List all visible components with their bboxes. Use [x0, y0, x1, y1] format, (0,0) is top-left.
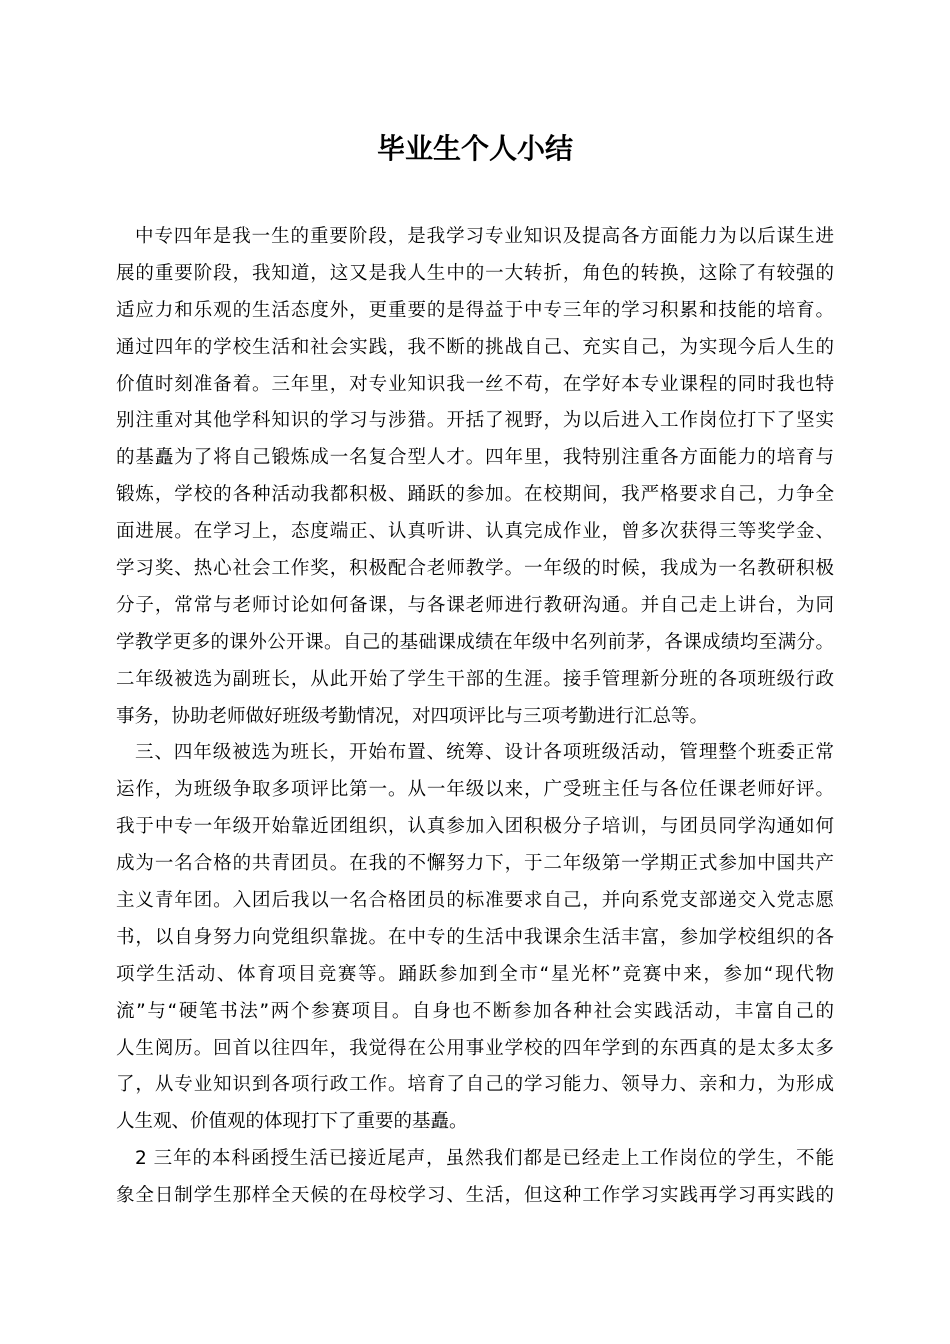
text-line: 锻炼，学校的各种活动我都积极、踊跃的参加。在校期间，我严格要求自己，力争全 [116, 484, 834, 506]
text-line: 人生观、价值观的体现打下了重要的基矗。 [116, 1111, 468, 1133]
text-line: 价值时刻准备着。三年里，对专业知识我一丝不苟，在学好本专业课程的同时我也特 [116, 373, 834, 395]
text-line: 书，以自身努力向党组织靠拢。在中专的生活中我课余生活丰富，参加学校组织的各 [116, 926, 834, 948]
text-line: 适应力和乐观的生活态度外，更重要的是得益于中专三年的学习积累和技能的培育。 [116, 299, 834, 321]
text-line: 三、四年级被选为班长，开始布置、统筹、设计各项班级活动，管理整个班委正常 [135, 742, 834, 764]
text-line: 成为一名合格的共青团员。在我的不懈努力下，于二年级第一学期正式参加中国共产 [116, 853, 834, 875]
text-line: 运作，为班级争取多项评比第一。从一年级以来，广受班主任与各位任课老师好评。 [116, 779, 834, 801]
text-line: 学习奖、热心社会工作奖，积极配合老师教学。一年级的时候，我成为一名教研积极 [116, 558, 834, 580]
document-body [116, 219, 834, 1215]
text-line: 2 三年的本科函授生活已接近尾声，虽然我们都是已经走上工作岗位的学生，不能 [135, 1148, 834, 1170]
text-line: 分子，常常与老师讨论如何备课，与各课老师进行教研沟通。并自己走上讲台，为同 [116, 594, 834, 616]
text-line: 的基矗为了将自己锻炼成一名复合型人才。四年里，我特别注重各方面能力的培育与 [116, 447, 834, 469]
text-line: 展的重要阶段，我知道，这又是我人生中的一大转折，角色的转换，这除了有较强的 [116, 262, 834, 284]
text-line: 学教学更多的课外公开课。自己的基础课成绩在年级中名列前茅，各课成绩均至满分。 [116, 631, 834, 653]
text-line: 了，从专业知识到各项行政工作。培育了自己的学习能力、领导力、亲和力，为形成 [116, 1074, 834, 1096]
text-line: 我于中专一年级开始靠近团组织，认真参加入团积极分子培训，与团员同学沟通如何 [116, 816, 834, 838]
text-line: 通过四年的学校生活和社会实践，我不断的挑战自己、充实自己，为实现今后人生的 [116, 336, 834, 358]
text-line: 二年级被选为副班长，从此开始了学生干部的生涯。接手管理新分班的各项班级行政 [116, 668, 834, 690]
text-line: 流”与“硬笔书法”两个参赛项目。自身也不断参加各种社会实践活动，丰富自己的 [116, 1000, 834, 1022]
document-title: 毕业生个人小结 [376, 132, 573, 165]
text-line: 项学生活动、体育项目竞赛等。踊跃参加到全市“星光杯”竞赛中来，参加“现代物 [116, 963, 834, 985]
text-line: 中专四年是我一生的重要阶段，是我学习专业知识及提高各方面能力为以后谋生进 [135, 226, 834, 247]
text-line: 别注重对其他学科知识的学习与涉猎。开括了视野，为以后进入工作岗位打下了坚实 [116, 410, 834, 432]
text-line: 象全日制学生那样全天候的在母校学习、生活，但这种工作学习实践再学习再实践的 [116, 1185, 834, 1207]
text-line: 事务，协助老师做好班级考勤情况，对四项评比与三项考勤进行汇总等。 [116, 705, 709, 727]
text-line: 主义青年团。入团后我以一名合格团员的标准要求自己，并向系党支部递交入党志愿 [116, 890, 834, 912]
text-line: 面进展。在学习上，态度端正、认真听讲、认真完成作业，曾多次获得三等奖学金、 [116, 521, 834, 543]
text-line: 人生阅历。回首以往四年，我觉得在公用事业学校的四年学到的东西真的是太多太多 [116, 1037, 834, 1059]
